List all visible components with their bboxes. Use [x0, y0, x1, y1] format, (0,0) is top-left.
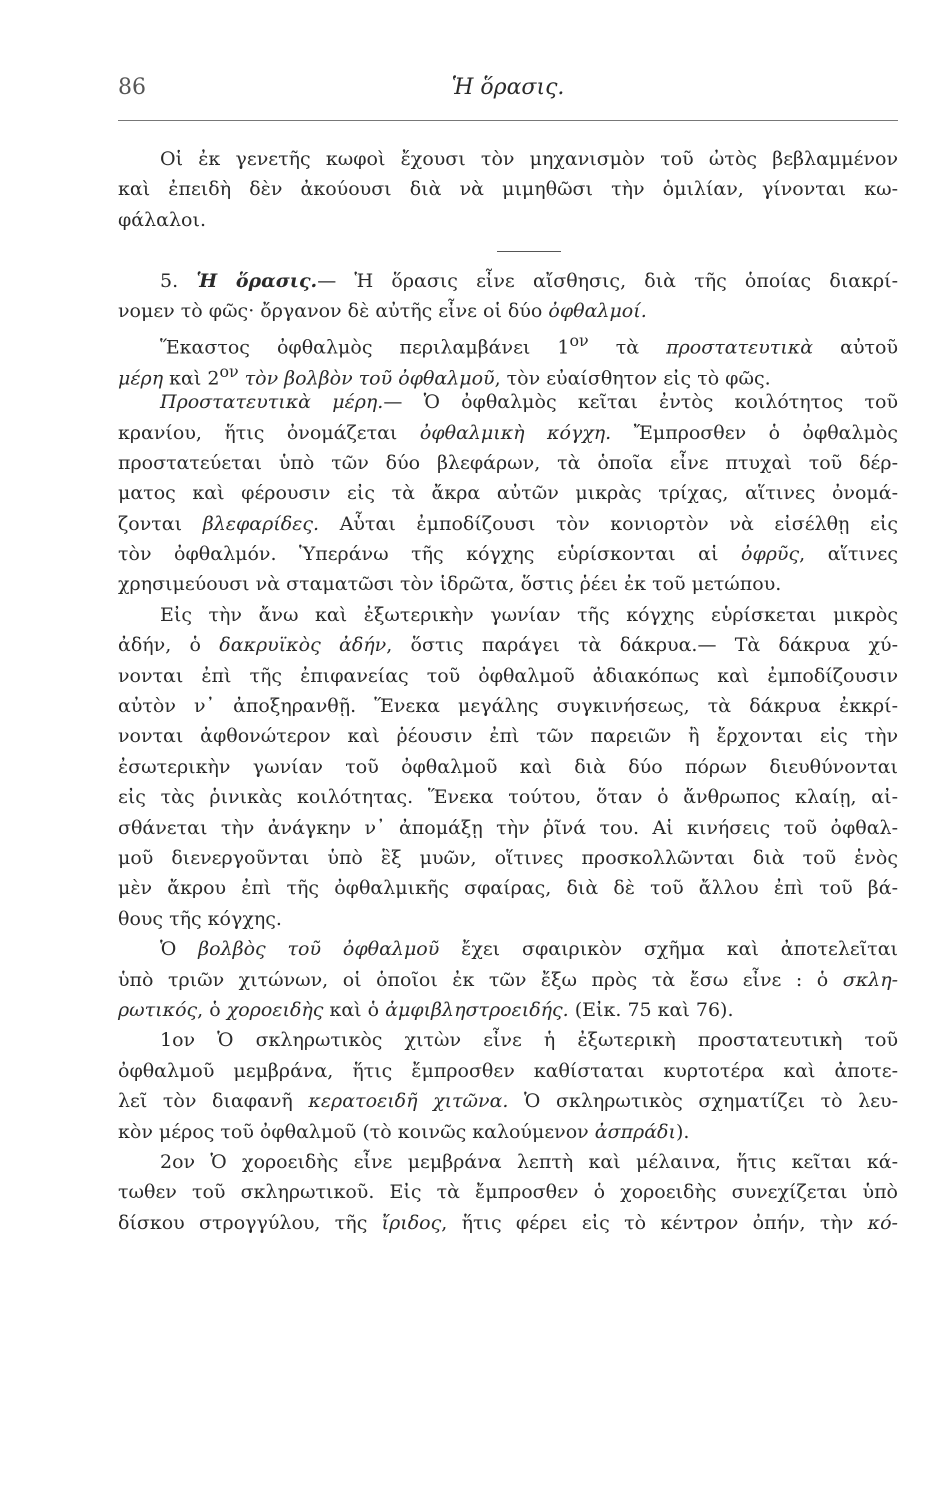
text-line: ὑπὸ τριῶν χιτώνων, οἱ ὁποῖοι ἐκ τῶν ἔξω πρὸς τὰ ἔσω εἶνε : ὁ σκλη- — [118, 968, 898, 991]
text-line: ἐσωτερικὴν γωνίαν τοῦ ὀφθαλμοῦ καὶ διὰ δύο πόρων διευθύνονται — [118, 755, 898, 778]
text-line: κρανίου, ἥτις ὀνομάζεται ὀφθαλμικὴ κόγχη. Ἔμπροσθεν ὁ ὀφθαλμὸς — [118, 421, 898, 444]
text-line: Οἱ ἐκ γενετῆς κωφοὶ ἔχουσι τὸν μηχανισμὸν τοῦ ὠτὸς βεβλαμμένον — [160, 148, 898, 170]
section-separator — [160, 235, 898, 265]
text-line: καὶ ἐπειδὴ δὲν ἀκούουσι διὰ νὰ μιμηθῶσι τὴν ὁμιλίαν, γίνονται κω- — [118, 178, 898, 201]
text-line: μέρη καὶ $2^{o\nu}$ τὸν βολβὸν τοῦ ὀφθαλμοῦ, τὸν εὐαίσθητον εἰς τὸ φῶς. — [118, 361, 771, 390]
text-line: κὸν μέρος τοῦ ὀφθαλμοῦ (τὸ κοινῶς καλούμενον ἀσπράδι). — [118, 1120, 690, 1143]
text-line: θους τῆς κόγχης. — [118, 907, 282, 930]
text-line: αὐτὸν ν᾽ ἀποξηρανθῇ. Ἕνεκα μεγάλης συγκινήσεως, τὰ δάκρυα ἐκκρί- — [118, 695, 898, 718]
text-line: τὸν ὀφθαλμόν. Ὑπεράνω τῆς κόγχης εὑρίσκονται αἱ ὀφρῦς, αἵτινες — [118, 543, 898, 566]
text-line: χρησιμεύουσι νὰ σταματῶσι τὸν ἱδρῶτα, ὅστις ῥέει ἐκ τοῦ μετώπου. — [118, 573, 782, 596]
text-line: νονται ἐπὶ τῆς ἐπιφανείας τοῦ ὀφθαλμοῦ ἀδιακόπως καὶ ἐμποδίζουσιν — [118, 664, 898, 687]
text-line: μοῦ διενεργοῦνται ὑπὸ ἓξ μυῶν, οἵτινες προσκολλῶνται διὰ τοῦ ἑνὸς — [118, 846, 898, 869]
text-line: 1ον Ὁ σκληρωτικὸς χιτὼν εἶνε ἡ ἐξωτερικὴ προστατευτικὴ τοῦ — [160, 1029, 898, 1052]
text-line: λεῖ τὸν διαφανῆ κερατοειδῆ χιτῶνα. Ὁ σκληρωτικὸς σχηματίζει τὸ λευ- — [118, 1090, 898, 1113]
page-header — [118, 75, 898, 115]
page-number: 86 — [118, 75, 146, 100]
text-line: Προστατευτικὰ μέρη.— Ὁ ὀφθαλμὸς κεῖται ἐντὸς κοιλότητος τοῦ — [160, 391, 898, 414]
text-line: εἰς τὰς ῥινικὰς κοιλότητας. Ἕνεκα τούτου, ὅταν ὁ ἄνθρωπος κλαίῃ, αἰ- — [118, 786, 898, 809]
text-line: τωθεν τοῦ σκληρωτικοῦ. Εἰς τὰ ἔμπροσθεν ὁ χοροειδὴς συνεχίζεται ὑπὸ — [118, 1181, 898, 1204]
text-line: Ἕκαστος ὀφθαλμὸς περιλαμβάνει $1^{o\nu}$ τὰ προστατευτικὰ αὐτοῦ — [160, 331, 899, 359]
text-line: φάλαλοι. — [118, 208, 206, 231]
text-line: 2ον Ὁ χοροειδὴς εἶνε μεμβράνα λεπτὴ καὶ μέλαινα, ἥτις κεῖται κά- — [160, 1150, 898, 1173]
text-line: ρωτικός, ὁ χοροειδὴς καὶ ὁ ἀμφιβληστροειδής. (Εἰκ. 75 καὶ 76). — [118, 998, 734, 1021]
text-line: προστατεύεται ὑπὸ τῶν δύο βλεφάρων, τὰ ὁποῖα εἶνε πτυχαὶ τοῦ δέρ- — [118, 451, 898, 474]
running-title: Ἡ ὅρασις. — [451, 75, 565, 100]
header-rule — [118, 120, 898, 121]
text-line: νονται ἀφθονώτερον καὶ ῥέουσιν ἐπὶ τῶν παρειῶν ἢ ἔρχονται εἰς τὴν — [118, 725, 898, 748]
text-line: 5. Ἡ ὅρασις.— Ἡ ὅρασις εἶνε αἴσθησις, διὰ τῆς ὁποίας διακρί- — [160, 269, 899, 292]
text-line: Ὁ βολβὸς τοῦ ὀφθαλμοῦ ἔχει σφαιρικὸν σχῆμα καὶ ἀποτελεῖται — [160, 938, 898, 961]
text-line: σθάνεται τὴν ἀνάγκην ν᾽ ἀπομάξῃ τὴν ῥῖνά του. Αἱ κινήσεις τοῦ ὀφθαλ- — [118, 816, 898, 839]
text-line: μὲν ἄκρου ἐπὶ τῆς ὀφθαλμικῆς σφαίρας, διὰ δὲ τοῦ ἄλλου ἐπὶ τοῦ βά- — [118, 877, 898, 900]
text-line: ὀφθαλμοῦ μεμβράνα, ἥτις ἔμπροσθεν καθίσταται κυρτοτέρα καὶ ἀποτε- — [118, 1059, 898, 1082]
text-line: δίσκου στρογγύλου, τῆς ἴριδος, ἥτις φέρει εἰς τὸ κέντρον ὀπήν, τὴν κό- — [118, 1211, 898, 1234]
text-line: ἀδήν, ὁ δακρυϊκὸς ἀδήν, ὅστις παράγει τὰ δάκρυα.— Τὰ δάκρυα χύ- — [118, 634, 898, 657]
separator-rule — [497, 251, 561, 252]
text-line: νομεν τὸ φῶς· ὄργανον δὲ αὐτῆς εἶνε οἱ δύο ὀφθαλμοί. — [118, 299, 647, 322]
body-text — [118, 144, 899, 1238]
text-line: Εἰς τὴν ἄνω καὶ ἐξωτερικὴν γωνίαν τῆς κόγχης εὑρίσκεται μικρὸς — [160, 603, 898, 626]
text-line: ματος καὶ φέρουσιν εἰς τὰ ἄκρα αὐτῶν μικρὰς τρίχας, αἵτινες ὀνομά- — [118, 482, 898, 505]
text-line: ζονται βλεφαρίδες. Αὗται ἐμποδίζουσι τὸν κονιορτὸν νὰ εἰσέλθῃ εἰς — [118, 512, 898, 535]
